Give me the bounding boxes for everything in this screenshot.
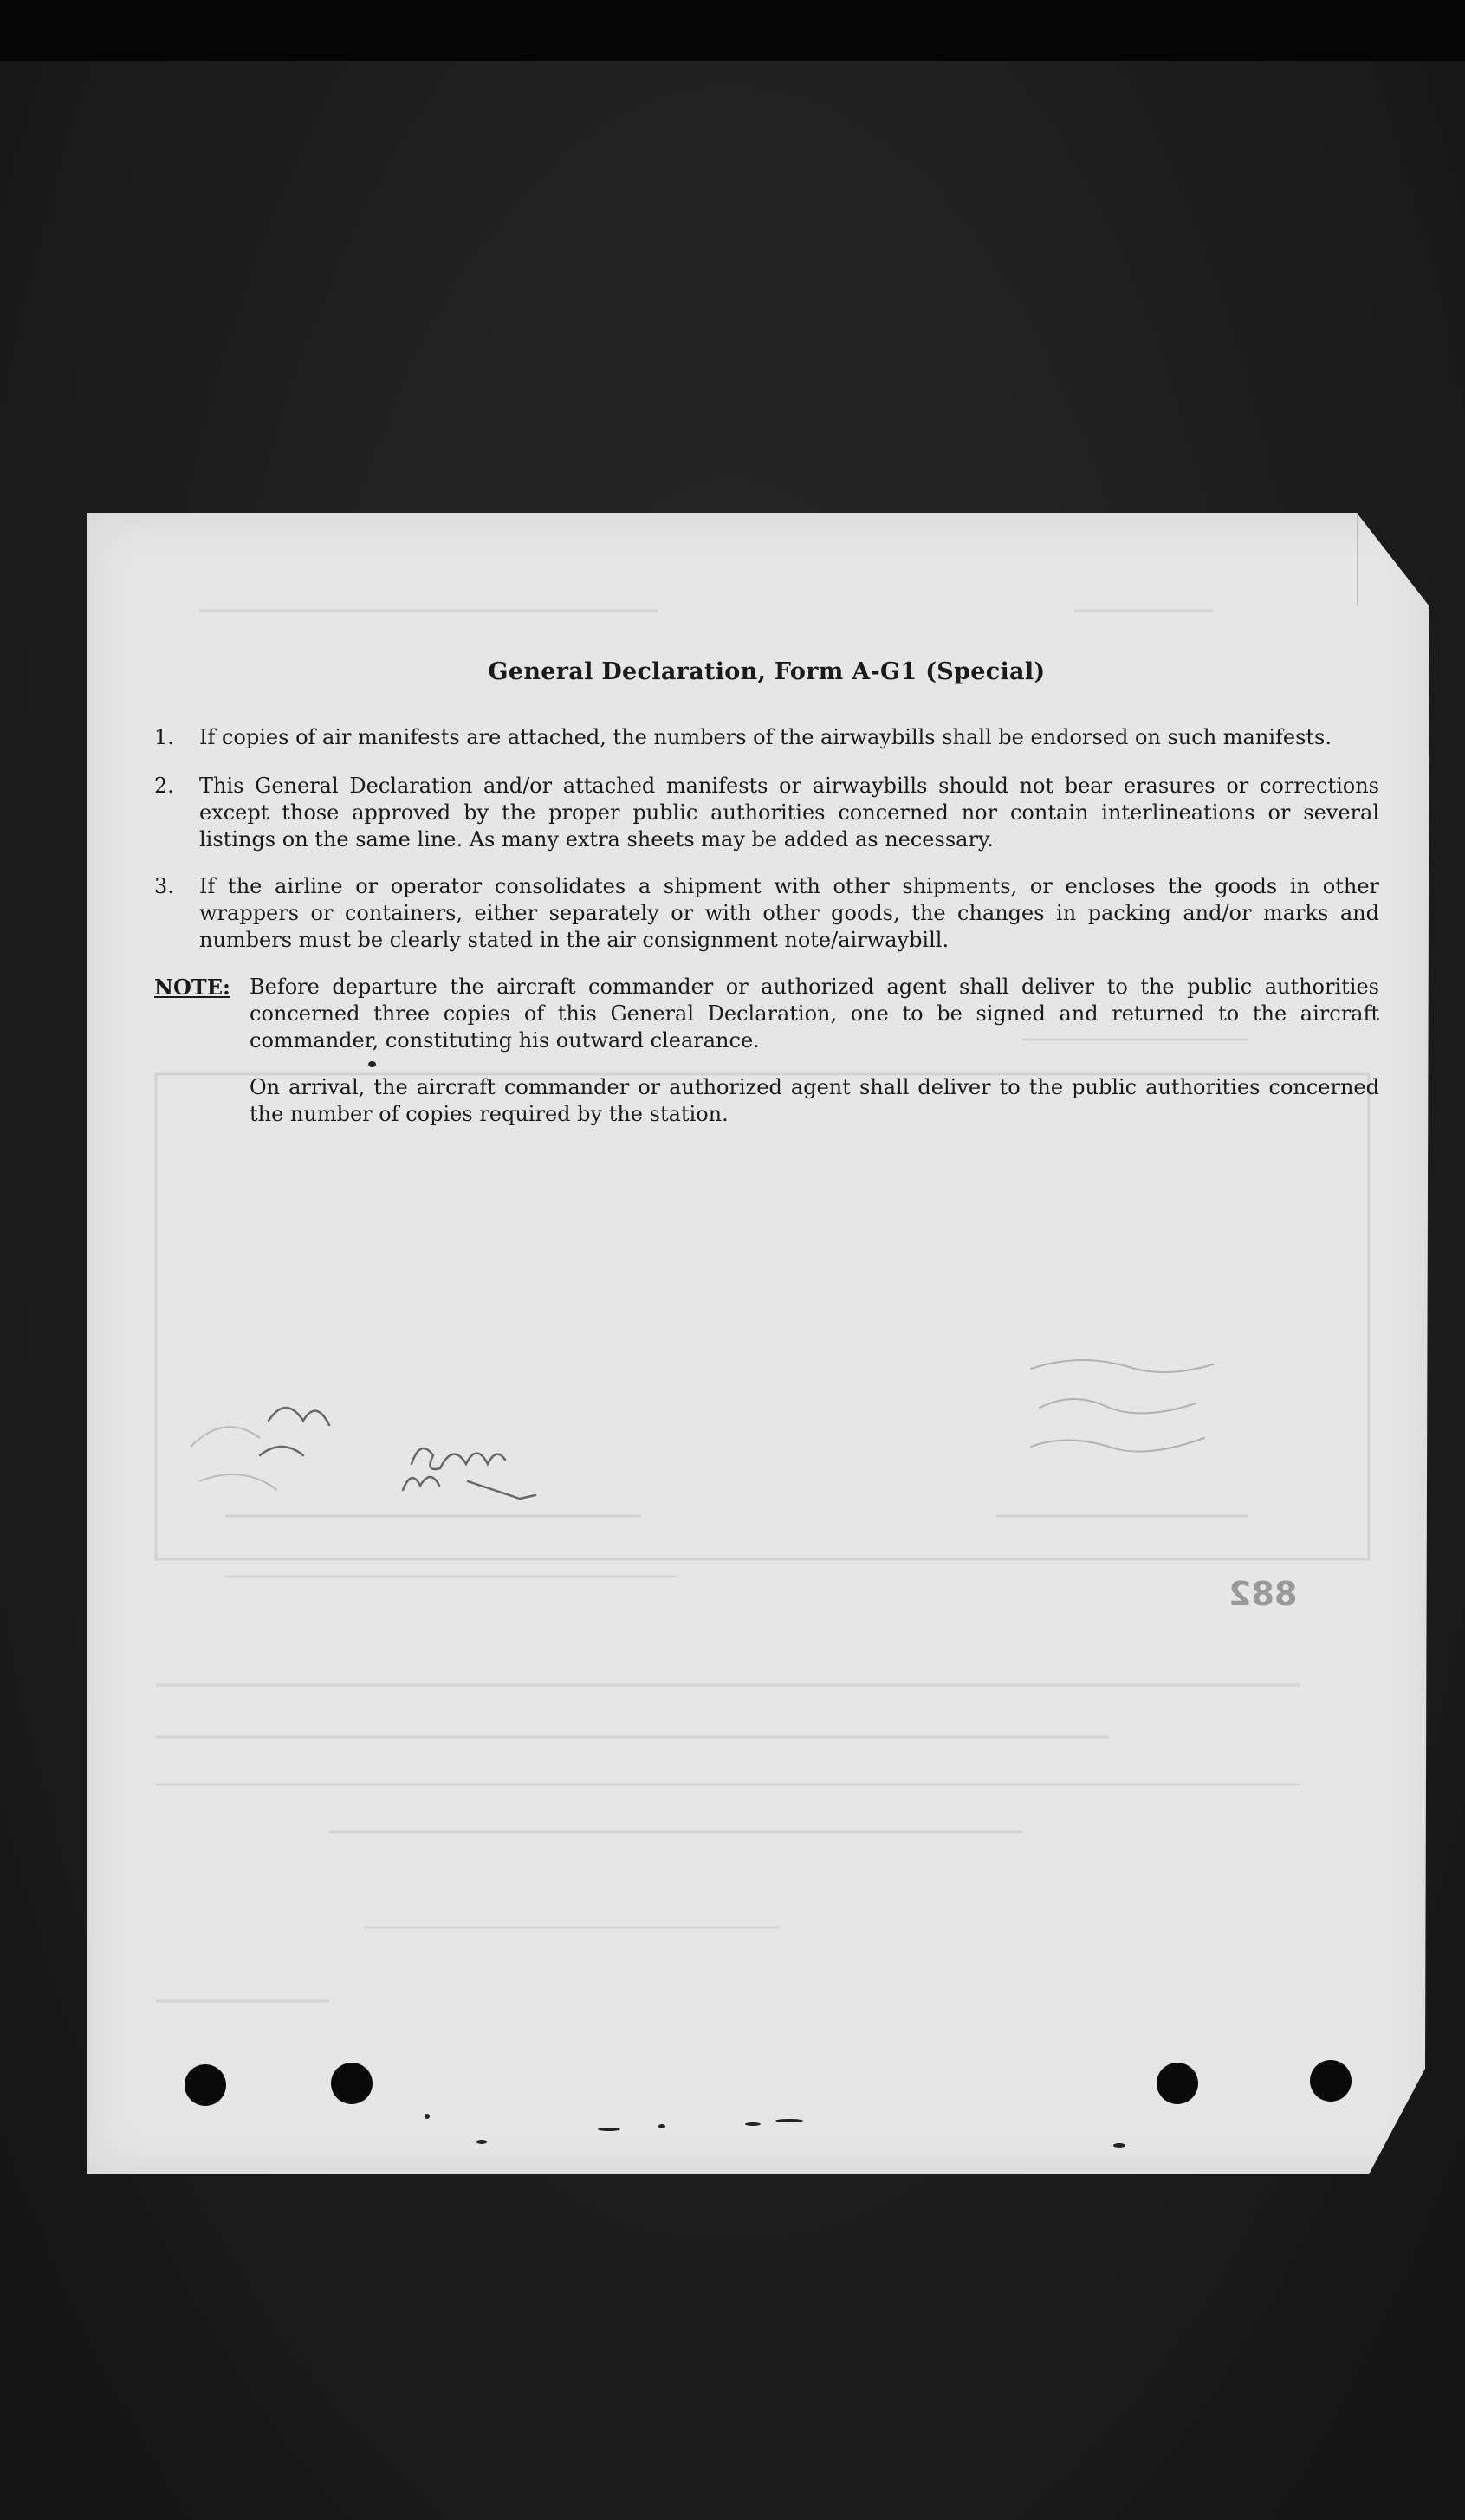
note-paragraph-1: Before departure the aircraft commander or authorized agent shall deliver to the public authorities concerned three copies of this General Declaration, one to be signed and returned to the aircraft commander, constituting his outward clearance. bbox=[250, 975, 1379, 1053]
scan-speck bbox=[1113, 2143, 1125, 2148]
instruction-item-3 bbox=[154, 873, 1379, 956]
scan-speck bbox=[476, 2140, 487, 2144]
punch-hole bbox=[185, 2064, 226, 2106]
punch-hole bbox=[1157, 2063, 1198, 2104]
scanner-top-band bbox=[0, 0, 1465, 61]
punch-hole bbox=[1310, 2060, 1352, 2102]
item-text: This General Declaration and/or attached manifests or airwaybills should not bear erasures or corrections except those approved by the proper public authorities concerned nor contain interlineations or several listings on the same line. As many extra sheets may be added as necessary. bbox=[199, 774, 1379, 852]
note-label: NOTE: bbox=[154, 975, 230, 1000]
note-paragraph-2: On arrival, the aircraft commander or authorized agent shall deliver to the public authorities concerned the number of copies required by the station. bbox=[250, 1075, 1379, 1126]
item-number: 2. bbox=[154, 774, 174, 798]
folded-corner bbox=[1357, 513, 1429, 606]
item-number: 3. bbox=[154, 874, 174, 898]
pencil-handwriting bbox=[173, 1360, 658, 1533]
scan-speck bbox=[425, 2114, 430, 2119]
scan-speck bbox=[368, 1061, 376, 1067]
instruction-item-2 bbox=[154, 773, 1379, 856]
item-text: If the airline or operator consolidates a shipment with other shipments, or encloses the goods in other wrappers or containers, either separately or with other goods, the changes in packing and/or marks and numbers must be clearly stated in the air consignment note/airwaybill. bbox=[199, 874, 1379, 952]
item-number: 1. bbox=[154, 725, 174, 749]
scan-speck bbox=[658, 2124, 665, 2128]
scan-speck bbox=[598, 2128, 620, 2131]
instruction-item-1 bbox=[154, 724, 1379, 752]
faint-pencil-notes bbox=[996, 1334, 1308, 1507]
form-title: General Declaration, Form A-G1 (Special) bbox=[488, 658, 1046, 685]
reversed-page-number-stamp: 882 bbox=[1228, 1575, 1298, 1613]
punch-hole bbox=[331, 2063, 373, 2104]
item-text: If copies of air manifests are attached, the numbers of the airwaybills shall be endorsed on such manifests. bbox=[199, 725, 1332, 749]
scan-speck bbox=[745, 2122, 761, 2126]
scan-speck bbox=[775, 2119, 803, 2122]
